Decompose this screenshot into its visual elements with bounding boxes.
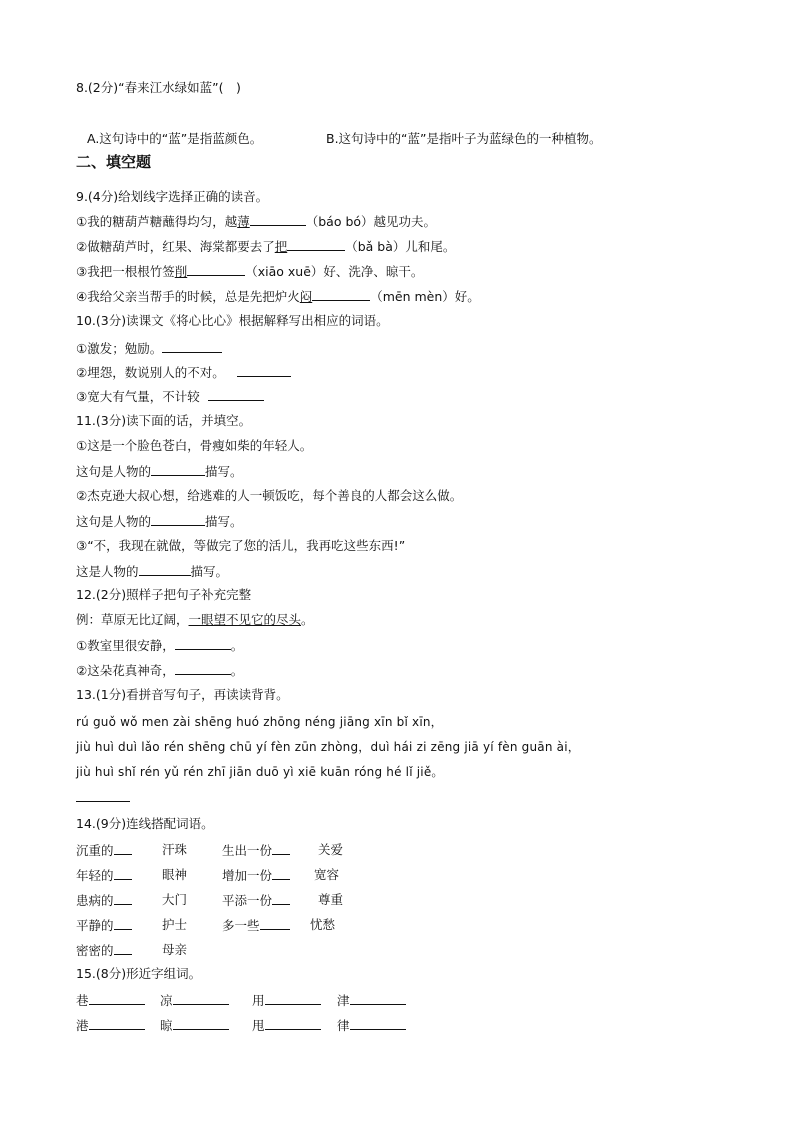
q9-item-2: ②做糖葫芦时，红果、海棠都要去了把 （bǎ bà）儿和尾。 [76, 239, 456, 254]
answer-blank[interactable] [250, 213, 306, 226]
q14-col2-item: 护士 [162, 917, 188, 932]
q8-option-b: B.这句诗中的“蓝”是指叶子为蓝绿色的一种植物。 [326, 131, 602, 146]
q13-answer [76, 789, 130, 806]
answer-blank[interactable] [350, 1017, 406, 1030]
q14-col3-item: 平添一份 [222, 892, 290, 909]
answer-blank[interactable] [151, 463, 205, 476]
q14-col4-item: 忧愁 [310, 917, 336, 932]
q15-item: 甩 [252, 1017, 321, 1034]
q11-answer-3: 这是人物的 描写。 [76, 564, 229, 579]
q15-item: 律 [337, 1017, 406, 1034]
q15-item: 凉 [160, 992, 229, 1009]
underlined-char: 削 [174, 264, 188, 279]
q11-stem: 11.(3分)读下面的话，并填空。 [76, 413, 252, 428]
q8-stem: 8.(2分)“春来江水绿如蓝”( ) [76, 80, 241, 95]
q11-sentence-2: ②杰克逊大叔心想，给逃难的人一顿饭吃，每个善良的人都会这么做。 [76, 488, 463, 503]
q14-col3-item: 生出一份 [222, 842, 290, 859]
q13-pinyin-line-3: jiù huì shǐ rén yǔ rén zhī jiān duō yì xiē kuān róng hé lǐ jiě。 [76, 765, 444, 779]
q11-sentence-3: ③“不，我现在就做，等做完了您的活儿，我再吃这些东西!” [76, 538, 406, 553]
q15-item: 晾 [160, 1017, 229, 1034]
underlined-char: 薄 [237, 214, 250, 229]
q14-col2-item: 汗珠 [162, 842, 188, 857]
q14-col1-item: 沉重的 [76, 842, 132, 859]
q9-item-3: ③我把一根根竹签削 （xiāo xuē）好、洗净、晾干。 [76, 264, 424, 279]
answer-blank[interactable] [173, 992, 229, 1005]
q14-stem: 14.(9分)连线搭配词语。 [76, 816, 214, 831]
answer-blank[interactable] [76, 789, 130, 802]
q9-stem: 9.(4分)给划线字选择正确的读音。 [76, 189, 269, 204]
q9-item-4: ④我给父亲当帮手的时候，总是先把炉火闷 （mēn mèn）好。 [76, 289, 480, 304]
q12-item-2: ②这朵花真神奇， 。 [76, 663, 244, 678]
q14-col1-item: 患病的 [76, 892, 132, 909]
answer-blank[interactable] [175, 662, 231, 675]
answer-blank[interactable] [350, 992, 406, 1005]
q15-item: 用 [252, 992, 321, 1009]
q15-item: 津 [337, 992, 406, 1009]
underlined-char: 把 [274, 239, 288, 254]
answer-blank[interactable] [208, 388, 264, 401]
answer-blank[interactable] [175, 637, 231, 650]
q11-answer-2: 这句是人物的 描写。 [76, 514, 243, 529]
q13-pinyin-line-1: rú guǒ wǒ men zài shēng huó zhōng néng jiāng xīn bǐ xīn， [76, 715, 443, 729]
answer-blank[interactable] [139, 563, 191, 576]
underlined-char: 闷 [299, 289, 313, 304]
answer-blank[interactable] [287, 238, 345, 251]
q10-item-3: ③宽大有气量，不计较 [76, 388, 264, 405]
q14-col1-item: 年轻的 [76, 867, 132, 884]
q14-col3-item: 多一些 [222, 917, 290, 934]
q14-col4-item: 宽容 [314, 867, 340, 882]
q14-col4-item: 尊重 [318, 892, 344, 907]
answer-blank[interactable] [162, 340, 222, 353]
q11-answer-1: 这句是人物的 描写。 [76, 464, 243, 479]
q9-item-1: ①我的糖葫芦糖蘸得均匀，越薄 （báo bó）越见功夫。 [76, 214, 437, 229]
q10-item-2: ②埋怨，数说别人的不对。 [76, 364, 291, 381]
q12-example: 例：草原无比辽阔，一眼望不见它的尽头。 [76, 612, 314, 627]
q11-sentence-1: ①这是一个脸色苍白，骨瘦如柴的年轻人。 [76, 438, 313, 453]
q14-col1-item: 密密的 [76, 942, 132, 959]
answer-blank[interactable] [151, 513, 205, 526]
q10-item-1: ①激发；勉励。 [76, 340, 222, 357]
answer-blank[interactable] [265, 992, 321, 1005]
q13-pinyin-line-2: jiù huì duì lǎo rén shēng chū yí fèn zūn zhòng，duì hái zi zēng jiā yí fèn guān ài， [76, 740, 580, 754]
answer-blank[interactable] [89, 992, 145, 1005]
q8-option-a: A.这句诗中的“蓝”是指蓝颜色。 [87, 131, 263, 146]
q14-col3-item: 增加一份 [222, 867, 290, 884]
q15-item: 港 [76, 1017, 145, 1034]
q14-col1-item: 平静的 [76, 917, 132, 934]
answer-blank[interactable] [237, 364, 291, 377]
q12-item-1: ①教室里很安静， 。 [76, 638, 244, 653]
q14-col2-item: 大门 [162, 892, 188, 907]
answer-blank[interactable] [89, 1017, 145, 1030]
q15-item: 巷 [76, 992, 145, 1009]
q10-stem: 10.(3分)读课文《将心比心》根据解释写出相应的词语。 [76, 313, 389, 328]
q15-stem: 15.(8分)形近字组词。 [76, 966, 202, 981]
q14-col2-item: 眼神 [162, 867, 188, 882]
answer-blank[interactable] [173, 1017, 229, 1030]
answer-blank[interactable] [265, 1017, 321, 1030]
answer-blank[interactable] [187, 263, 245, 276]
q14-col2-item: 母亲 [162, 942, 188, 957]
q14-col4-item: 关爱 [318, 842, 344, 857]
q12-stem: 12.(2分)照样子把句子补充完整 [76, 587, 252, 602]
answer-blank[interactable] [312, 288, 370, 301]
q13-stem: 13.(1分)看拼音写句子，再读读背背。 [76, 687, 289, 702]
section-title: 二、填空题 [76, 153, 152, 171]
